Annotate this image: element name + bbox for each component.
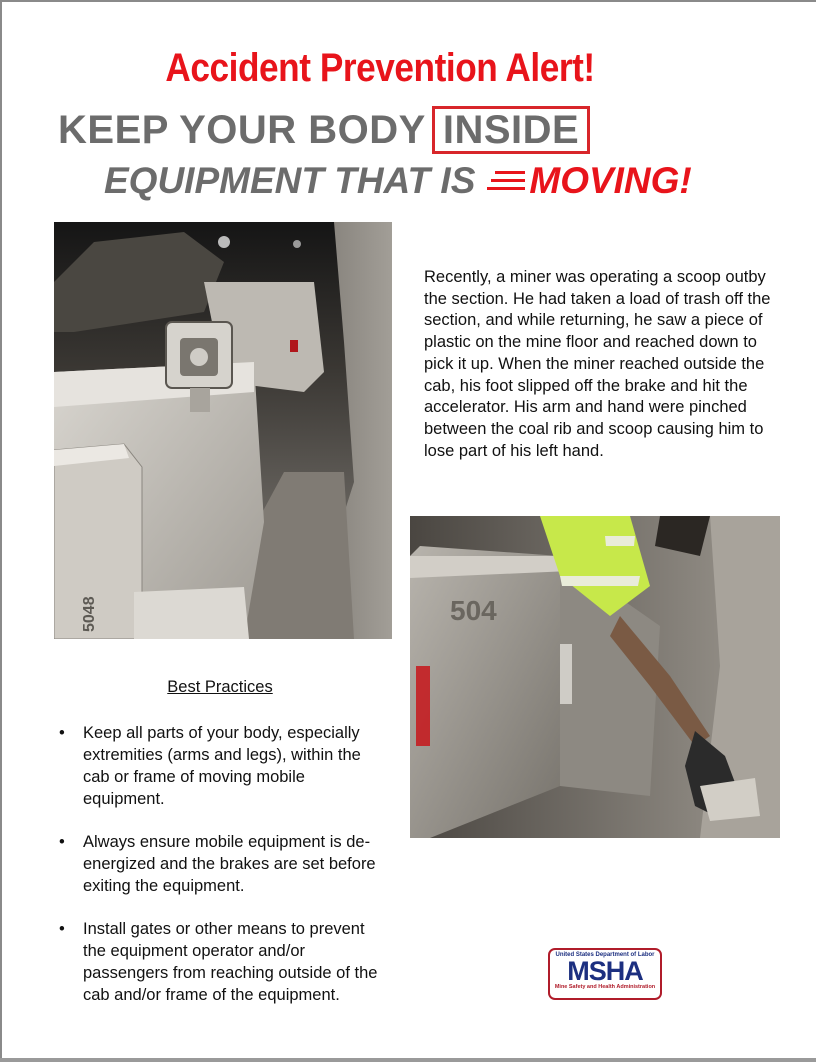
headline-inside-box: INSIDE bbox=[432, 106, 590, 154]
list-item-text: Install gates or other means to prevent the equipment operator and/or passengers from reaching outside of the cab and/or frame of the equipment. bbox=[83, 920, 378, 1004]
page-border-left bbox=[0, 0, 2, 1062]
list-item bbox=[56, 722, 386, 810]
msha-logo-top-text: United States Department of Labor bbox=[555, 952, 655, 958]
bullet-icon: • bbox=[59, 920, 65, 938]
headline-line-2 bbox=[104, 158, 692, 204]
accident-recreation-photo bbox=[410, 516, 780, 838]
msha-logo-bottom-text: Mine Safety and Health Administration bbox=[554, 984, 656, 990]
msha-logo bbox=[548, 948, 662, 1000]
list-item-text: Keep all parts of your body, especially extremities (arms and legs), within the cab or frame of moving mobile equipment. bbox=[83, 724, 361, 808]
list-item bbox=[56, 918, 386, 1006]
scoop-number-marking: 5048 bbox=[81, 596, 98, 632]
page-border-top bbox=[0, 0, 816, 2]
best-practices-title: Best Practices bbox=[167, 678, 273, 696]
page-border-bottom bbox=[0, 1058, 816, 1062]
best-practices-list bbox=[56, 722, 386, 1027]
headline-line-2-text: EQUIPMENT THAT IS bbox=[104, 160, 476, 201]
bullet-icon: • bbox=[59, 833, 65, 851]
alert-title: Accident Prevention Alert! bbox=[165, 46, 595, 90]
msha-logo-name: MSHA bbox=[567, 956, 643, 986]
headline-line-1-text: KEEP YOUR BODY bbox=[58, 107, 426, 152]
incident-description: Recently, a miner was operating a scoop outby the section. He had taken a load of trash off the section, and while returning, he saw a piece of plastic on the mine floor and reached down to pick it up. When the miner reached outside the cab, his foot slipped off the brake and hit the accelerator. His arm and hand were pinched between the coal rib and scoop causing him to lose part of his left hand. bbox=[424, 268, 771, 460]
list-item-text: Always ensure mobile equipment is de-energized and the brakes are set before exiting the equipment. bbox=[83, 833, 376, 895]
headline-moving: MOVING! bbox=[529, 160, 692, 201]
scoop-photo bbox=[54, 222, 392, 639]
speed-lines-icon bbox=[487, 169, 525, 193]
headline-line-1 bbox=[58, 104, 590, 156]
scoop-number-marking: 504 bbox=[450, 595, 497, 626]
list-item bbox=[56, 831, 386, 897]
bullet-icon: • bbox=[59, 724, 65, 742]
